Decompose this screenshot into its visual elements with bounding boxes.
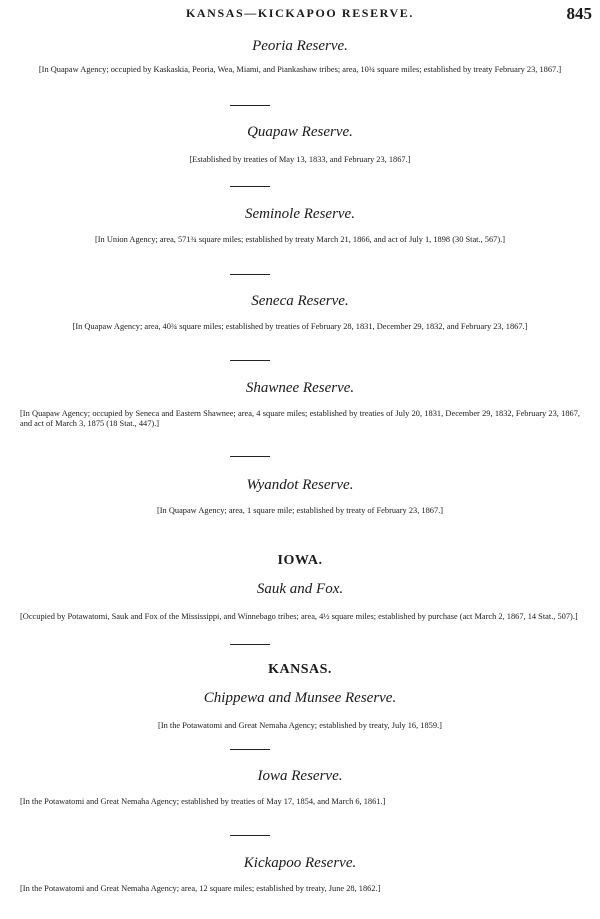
section-divider <box>230 835 270 836</box>
section-divider <box>230 274 270 275</box>
section-divider <box>230 360 270 361</box>
entry-heading: Seneca Reserve. <box>251 293 349 309</box>
running-title: KANSAS—KICKAPOO RESERVE. <box>185 6 414 20</box>
entry-note: [In Quapaw Agency; occupied by Kaskaskia, Peoria, Wea, Miami, and Piankashaw tribes; area, 10¾ square miles; established by treaty February 23, 1867.] <box>38 65 562 74</box>
running-head <box>0 6 600 26</box>
entry-heading: Chippewa and Munsee Reserve. <box>203 690 397 706</box>
entry-note: [In the Potawatomi and Great Nemaha Agency; established by treaty, July 16, 1859.] <box>158 721 442 730</box>
section-iowa <box>0 553 600 622</box>
entry-heading: Shawnee Reserve. <box>245 380 355 396</box>
state-heading: IOWA. <box>277 553 323 568</box>
entry-heading: Sauk and Fox. <box>256 581 344 597</box>
section-divider <box>230 456 270 457</box>
entry-iowa-reserve <box>0 768 600 807</box>
state-heading: KANSAS. <box>268 662 332 677</box>
entry-kickapoo <box>0 855 600 894</box>
entry-note: [Occupied by Potawatomi, Sauk and Fox of the Mississippi, and Winnebago tribes; area, 4½ square miles; established by purchase (act March 2, 1867, 14 Stat., 507).] <box>20 612 578 621</box>
entry-note: [Established by treaties of May 13, 1833, and February 23, 1867.] <box>189 155 411 164</box>
entry-quapaw <box>0 124 600 165</box>
entry-note: [In the Potawatomi and Great Nemaha Agency; area, 12 square miles; established by treaty, June 28, 1862.] <box>20 884 381 893</box>
entry-heading: Iowa Reserve. <box>257 768 343 784</box>
entry-seminole <box>0 206 600 245</box>
page-number: 845 <box>566 4 592 23</box>
section-kansas <box>0 662 600 731</box>
entry-seneca <box>0 293 600 332</box>
section-divider <box>230 186 270 187</box>
entry-note: [In Quapaw Agency; area, 1 square mile; established by treaty of February 23, 1867.] <box>156 506 444 515</box>
entry-note: [In Union Agency; area, 571¾ square miles; established by treaty March 21, 1866, and act of July 1, 1898 (30 Stat., 567).] <box>94 235 506 244</box>
entry-note: [In Quapaw Agency; occupied by Seneca and Eastern Shawnee; area, 4 square miles; established by treaties of July 20, 1831, December 29, 1832, February 23, 1867, and act of March 3, 1875 (18 Stat., 447).] <box>20 409 580 428</box>
entry-heading: Kickapoo Reserve. <box>243 855 357 871</box>
entry-heading: Seminole Reserve. <box>245 206 355 222</box>
entry-note: [In Quapaw Agency; area, 40¾ square miles; established by treaties of February 28, 1831, December 29, 1832, and February 23, 1867.] <box>72 322 528 331</box>
section-divider <box>230 105 270 106</box>
entry-wyandot <box>0 477 600 516</box>
entry-heading: Quapaw Reserve. <box>247 124 353 140</box>
entry-note: [In the Potawatomi and Great Nemaha Agency; established by treaties of May 17, 1854, and March 6, 1861.] <box>20 797 386 806</box>
section-divider <box>230 644 270 645</box>
entry-heading: Wyandot Reserve. <box>246 477 354 493</box>
entry-heading: Peoria Reserve. <box>252 38 348 54</box>
section-divider <box>230 749 270 750</box>
entry-shawnee <box>0 380 600 429</box>
entry-peoria <box>0 38 600 75</box>
